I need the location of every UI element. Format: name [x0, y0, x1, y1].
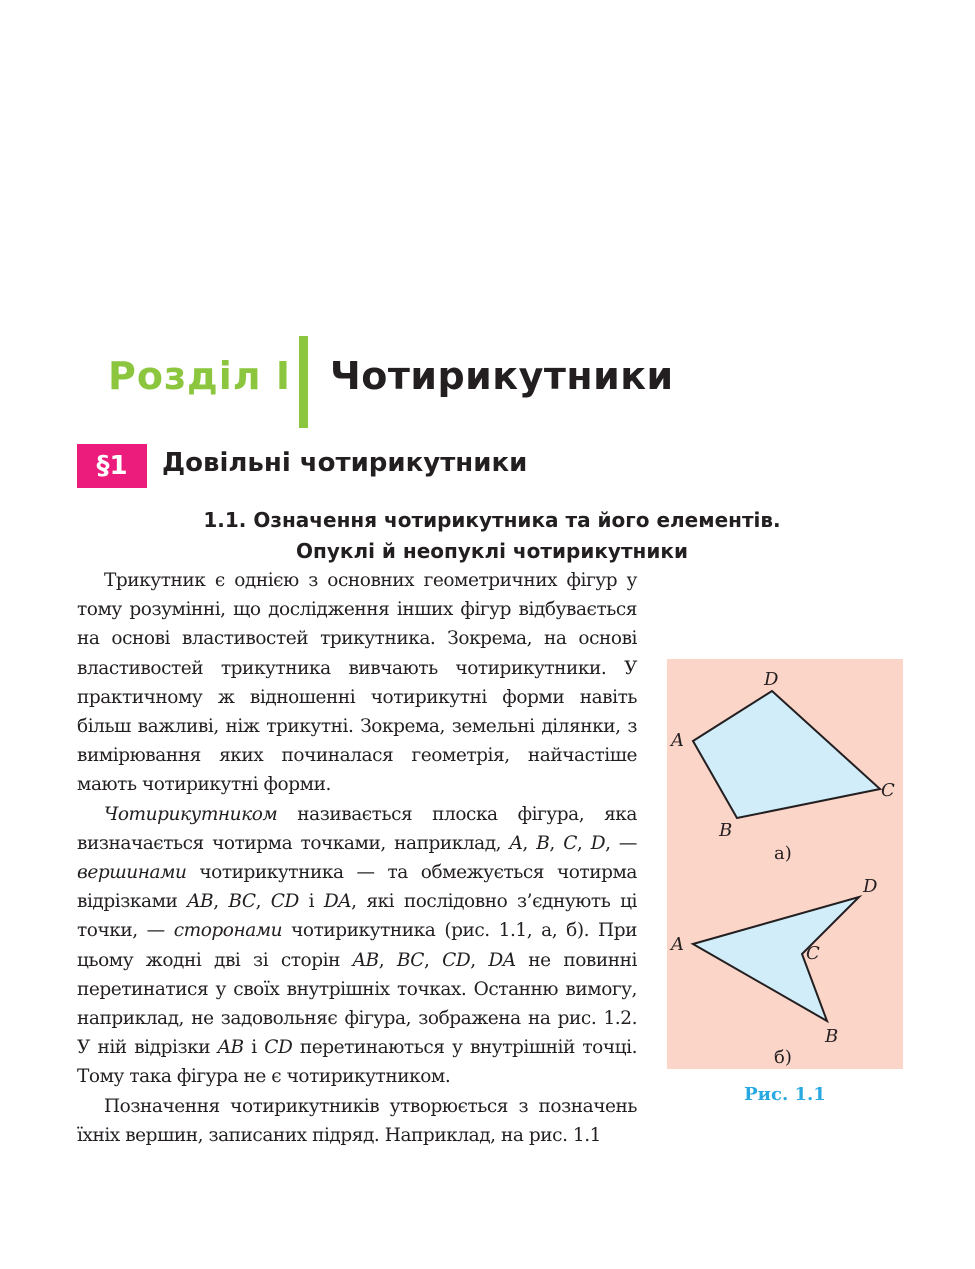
- math-var: BC: [396, 949, 425, 971]
- chapter-label: Розділ I: [108, 354, 291, 398]
- text-run: ,: [549, 832, 564, 854]
- text-run: ,: [213, 891, 229, 913]
- math-var: B: [536, 832, 550, 854]
- figure-b-label: б): [774, 1047, 792, 1068]
- math-var: CD: [270, 891, 299, 913]
- math-var: BC: [228, 891, 256, 913]
- math-var: AB: [352, 949, 379, 971]
- subsection-line-1: 1.1. Означення чотирикутника та його елементів.: [203, 508, 781, 532]
- term-sides: сторонами: [173, 920, 283, 942]
- vertex-label-b-B: B: [825, 1026, 839, 1047]
- text-run: , які послідовно з’єднують ці точки, —: [77, 891, 637, 942]
- text-run: чотирикутника — та обмежується чотирма відрізками: [77, 862, 637, 913]
- text-run: ,: [255, 891, 271, 913]
- body-text: [77, 566, 637, 1150]
- figure-caption: Рис. 1.1: [744, 1084, 826, 1105]
- math-var: DA: [323, 891, 352, 913]
- quadrilateral-a: [693, 691, 880, 818]
- math-var: CD: [264, 1037, 293, 1059]
- figure-a-label: а): [774, 843, 792, 864]
- math-var: C: [563, 832, 577, 854]
- quadrilateral-b: [693, 897, 859, 1021]
- subsection-line-2: Опуклі й неопуклі чотирикутники: [296, 539, 688, 563]
- term-quadrilateral: Чотирикутником: [104, 803, 278, 825]
- chapter-heading: [108, 336, 708, 428]
- vertex-label-a-D: D: [764, 669, 779, 690]
- text-run: , —: [605, 832, 637, 854]
- text-run: називається плоска фігура, яка визначається чотирма точками, наприклад,: [77, 803, 637, 854]
- text-run: чотирикутника (рис. 1.1, а, б). При цьому жодні дві зі сторін: [77, 920, 637, 971]
- math-var: AB: [217, 1037, 244, 1059]
- math-var: D: [590, 832, 606, 854]
- text-run: ,: [576, 832, 591, 854]
- text-run: і: [243, 1037, 265, 1059]
- text-run: ,: [378, 949, 397, 971]
- chapter-title: Чотирикутники: [330, 354, 674, 398]
- vertex-label-b-C: C: [806, 943, 820, 964]
- text-run: не повинні перетинатися у своїх внутрішніх точках. Останню вимогу, наприклад, не задовольняє фігура, зображена на рис. 1.2. У ній відрізки: [77, 949, 637, 1059]
- section-title: Довільні чотирикутники: [162, 448, 528, 478]
- text-run: і: [298, 891, 324, 913]
- vertex-label-a-B: B: [719, 820, 733, 841]
- math-var: AB: [187, 891, 214, 913]
- paragraph-3: Позначення чотирикутників утворюється з позначень їхніх вершин, записаних підряд. Наприклад, на рис. 1.1: [77, 1095, 637, 1146]
- math-var: CD: [442, 949, 471, 971]
- figure-drawing: [667, 659, 903, 1069]
- vertex-label-a-A: A: [671, 730, 684, 751]
- paragraph-1: Трикутник є однією з основних геометричних фігур у тому розумінні, що дослідження інших фігур відбувається на основі властивостей трикутника. Зокрема, на основі властивостей трикутника вивчають чотирикутники. У практичному ж відношенні чотирикутні форми навіть більш важливі, ніж трикутні. Зокрема, земельні ділянки, з вимірювання яких починалася геометрія, найчастіше мають чотирикутні форми.: [77, 570, 637, 796]
- text-run: ,: [470, 949, 489, 971]
- paragraph-2: [77, 800, 637, 1092]
- vertex-label-b-A: A: [671, 934, 684, 955]
- text-run: ,: [522, 832, 537, 854]
- math-var: A: [509, 832, 523, 854]
- figure-panel: [667, 659, 903, 1069]
- subsection-heading: [77, 505, 907, 567]
- vertex-label-a-C: C: [881, 780, 895, 801]
- text-run: перетинаються у внутрішній точці. Тому така фігура не є чотирикутником.: [77, 1037, 637, 1088]
- math-var: DA: [488, 949, 516, 971]
- section-heading: [77, 444, 777, 488]
- term-vertices: вершинами: [77, 862, 187, 884]
- section-badge: §1: [77, 444, 147, 488]
- vertex-label-b-D: D: [863, 876, 878, 897]
- text-run: ,: [424, 949, 443, 971]
- chapter-divider: [299, 336, 308, 428]
